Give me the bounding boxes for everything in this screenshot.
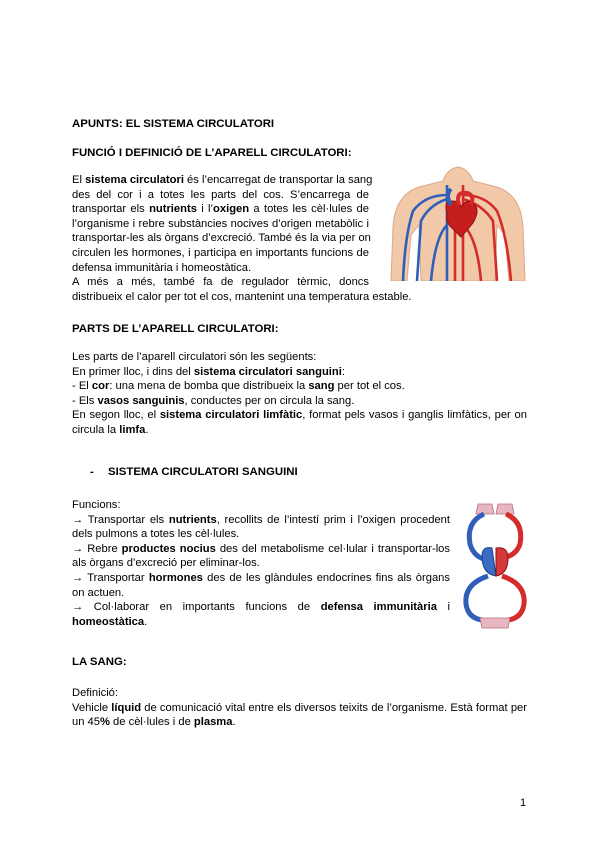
bold-term: sistema circulatori limfàtic [159,409,303,422]
para-line [72,188,369,203]
para-line [72,217,369,232]
bold-term: sistema circulatori sanguini [193,365,342,378]
text-run: : una mena de bomba que distribueix la [109,380,309,393]
text-run: , recollits de l’intestí prim i l’oxigen procedent [216,513,450,526]
heart-left-icon [496,548,508,576]
bold-term: nutrients [149,203,197,216]
bold-term: defensa immunitària [320,601,437,614]
text-run: circula la [72,423,120,436]
systemic-loop-vein [466,576,488,620]
bold-term: sang [308,380,335,393]
text-run: . [144,615,148,628]
bold-term: productes nocius [121,542,216,555]
text-run: Vehicle [72,701,112,714]
para-line [72,615,450,630]
text-run: Definició: [72,687,119,699]
text-run: . [232,716,236,729]
list-bullet: - [90,466,94,478]
bold-term: limfa [119,423,146,436]
text-run: - Els [72,394,98,407]
double-circulation-diagram [460,500,530,630]
para-line [72,542,450,557]
para-line [72,231,369,246]
section-heading-blood: LA SANG: [72,656,127,668]
para-line [72,600,450,615]
text-run: transportar-les als òrgans d’excreció. També és la via per on [72,232,371,245]
section4-text [72,686,527,730]
text-run: de comunicació vital entre els diversos teixits de l’organisme. Està format per [141,701,527,714]
text-run: de cèl·lules i de [109,716,194,729]
text-run: En primer lloc, i dins del [72,365,194,378]
text-run: . [145,423,149,436]
para-line [72,686,527,701]
text-run: dels pulmons a totes les cèl·lules. [72,528,240,541]
para-line [72,408,527,423]
bold-term: homeostàtica [72,615,145,628]
text-run: , conductes per on circula la sang. [184,394,355,407]
section2-text [72,350,527,438]
text-run: Funcions: [72,499,121,511]
text-run: a totes les cèl·lules de [249,203,369,216]
section-heading-parts: PARTS DE L’APARELL CIRCULATORI: [72,323,279,335]
systemic-loop-artery [502,576,524,620]
bold-term: vasos sanguinis [97,394,185,407]
text-run: → Rebre [72,542,122,555]
text-run: → Transportar els [72,513,169,526]
para-line [72,498,450,513]
section1-text [72,173,412,304]
text-run: és l’encarregat de transportar la sang [183,174,373,186]
heart-right-icon [482,548,496,576]
para-line [72,394,527,409]
text-run: distribueix el calor per tot el cos, mantenint una temperatura estable. [72,290,412,303]
para-line [72,202,369,217]
text-run: on actuen. [72,586,125,599]
bold-term: oxigen [213,203,250,216]
text-run: , format pels vasos i ganglis limfàtics, per on [302,409,527,422]
section3-text [72,498,450,629]
para-line [72,350,527,365]
text-run: i l’ [196,203,214,216]
section-heading-blood-system: SISTEMA CIRCULATORI SANGUINI [108,466,298,478]
section-heading-function: FUNCIÓ I DEFINICIÓ DE L’APARELL CIRCULATORI: [72,147,352,159]
text-run: i [436,601,450,614]
para-line [72,513,450,528]
text-run: → Transportar [72,571,149,584]
para-line [72,586,450,601]
para-line [72,275,369,290]
document-title: APUNTS: EL SISTEMA CIRCULATORI [72,118,275,130]
para-line [72,261,412,276]
body-capillaries-icon [480,618,510,628]
text-run: per tot el cos. [334,380,405,393]
bold-term: % [100,716,110,729]
text-run: A més a més, també fa de regulador tèrmic, doncs [72,276,369,289]
human-circulatory-illustration [385,165,531,281]
para-line [72,365,527,380]
bold-term: sistema circulatori [85,174,184,186]
text-run: defensa immunitària i homeostàtica. [72,261,252,274]
bold-term: hormones [148,571,203,584]
text-run: → Col·laborar en importants funcions de [72,601,321,614]
text-run: circulen les hormones, i participa en importants funcions de [72,246,369,259]
para-line [72,290,412,305]
bold-term: nutrients [168,513,217,526]
text-run: transportar els [72,203,150,216]
text-run: un 45 [72,716,100,729]
text-run: : [341,365,345,378]
text-run: El [72,174,86,186]
para-line [72,246,369,261]
text-run: En segon lloc, el [72,409,160,422]
text-run: - El [72,380,92,393]
para-line [72,379,527,394]
bold-term: líquid [111,701,142,714]
para-line [72,571,450,586]
para-line [72,423,527,438]
para-line [72,701,527,716]
page-number: 1 [520,797,527,809]
bold-term: plasma [193,716,233,729]
para-line [72,715,527,730]
text-run: l’organisme i rebre substàncies nocives d’origen metabòlic i [72,217,369,230]
para-line [72,556,450,571]
text-run: des de les glàndules endocrines fins als òrgans [202,571,450,584]
para-line [72,173,373,188]
text-run: des del metabolisme cel·lular i transportar-los [215,542,450,555]
bold-term: cor [91,380,110,393]
text-run: des del cor i a totes les parts del cos. S’encarrega de [72,188,369,201]
text-run: als òrgans d’excreció per eliminar-los. [72,557,260,570]
text-run: Les parts de l’aparell circulatori són les següents: [72,351,317,363]
para-line [72,527,450,542]
